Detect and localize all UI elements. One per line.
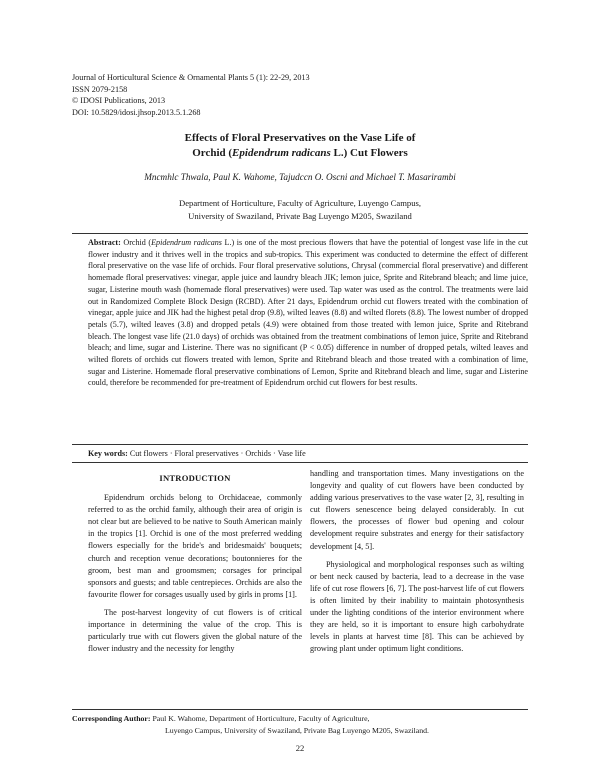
introduction-heading: INTRODUCTION (159, 473, 231, 483)
corresponding-line-2: Luyengo Campus, University of Swaziland, Private Bag Luyengo M205, Swaziland. (165, 725, 429, 735)
journal-citation: Journal of Horticultural Science & Ornamental Plants 5 (1): 22-29, 2013 (72, 73, 310, 82)
paper-title (72, 131, 528, 161)
doi: DOI: 10.5829/idosi.jhsop.2013.5.1.268 (72, 107, 201, 117)
intro-paragraph-2: The post-harvest longevity of cut flowers is of critical importance in determining the value of the crop. This is particularly true with cut flowers given the global nature of the flower industry and the necessity for lengthy (88, 607, 302, 654)
title-species: Epidendrum radicans (232, 147, 331, 159)
abstract-body: L.) is one of the most precious flowers that have the potential of longest vase life in the cut flower industry and it thrives well in the tropics and sub-tropics. This experiment was conducted to determine the effect of different floral preservative on the vase life of orchids. Four floral preservative solutions, Chrysal (commercial floral preservative) and different homemade floral preservatives: vinegar, apple juice and laundry bleach JIK; lemon juice, Sprite and Ritebrand bleach; and lime juice, sugar, Listerine mouth wash (homemade floral preservatives) were used. Tap water was used as the control. The treatments were laid out in Randomized Complete Block Design (RCBD). After 21 days, Epidendrum orchid cut flowers treated with the combination of vinegar, apple juice and JIK had the highest petal drop (9.8), wilted leaves (8.8) and wilted florets (8.8). The lowest number of dropped petals (5.7), wilted leaves (3.8) and dropped petals (4.9) were obtained from those treated with lemon juice, Sprite and Ritebrand bleach. The longest vase life (21.0 days) of orchids was obtained from the treatment combinations of lemon juice, Sprite and Ritebrand bleach; and lime, sugar and Listerine. There was no significant (P < 0.05) difference in number of dropped petals, wilted leaves and wilted florets of orchids cut flowers treated with lemon, Sprite and Ritebrand bleach and those treated with a combination of lime, sugar and Listerine. Homemade floral preservative combinations of Lemon, Sprite and Ritebrand bleach and lime, sugar and Listerine could, therefore be recommended for pre-treatment of Epidendrum orchid cut flowers for best results. (88, 238, 528, 388)
title-prefix: Orchid ( (192, 147, 233, 159)
page-number: 22 (295, 743, 305, 753)
corresponding-details: Paul K. Wahome, Department of Horticulture, Faculty of Agriculture, (150, 714, 370, 723)
title-line-2 (72, 146, 528, 161)
keywords-text: Cut flowers · Floral preservatives · Orchids · Vase life (127, 449, 306, 458)
title-suffix: L.) Cut Flowers (330, 147, 408, 159)
corresponding-author (72, 713, 528, 736)
affiliation (72, 197, 528, 222)
copyright: © IDOSI Publications, 2013 (72, 96, 166, 106)
abstract-label: Abstract: (88, 238, 121, 247)
abstract-top-rule (72, 233, 528, 234)
affiliation-line-1: Department of Horticulture, Faculty of Agriculture, Luyengo Campus, (179, 198, 421, 208)
keywords-label: Key words: (88, 449, 128, 458)
author-list: Mncmhlc Thwala, Paul K. Wahome, Tajudccn O. Oscni and Michael T. Masarirambi (144, 172, 456, 182)
intro-paragraph-3: handling and transportation times. Many investigations on the longevity and quality of cut flowers have been conducted by adding various preservatives to the vase water [2, 3], resulting in cut flowers senescence being delayed considerably. In cut flowers, the processes of flower bud opening and colour development require substrates and energy for their satisfactory development [4, 5]. (310, 469, 524, 551)
right-column (310, 468, 524, 661)
keywords-top-rule (72, 444, 528, 445)
intro-paragraph-4: Physiological and morphological responses such as wilting or bent neck caused by bacteria, lead to a decrease in the vase life of cut rose flowers [6, 7]. The post-harvest life of cut flowers is often limited by their inability to maintain photosynthesis under the lighting conditions of the interior environment where they are held, so it is important to ensure high carbohydrate levels in plants at harvest time [8]. This can be achieved by growing plant under optimum light conditions. (310, 559, 524, 654)
corresponding-line-1 (72, 713, 528, 725)
keywords-bottom-rule (72, 462, 528, 463)
abstract-species: Epidendrum radicans (151, 238, 222, 247)
issn: ISSN 2079-2158 (72, 84, 128, 94)
corresponding-label: Corresponding Author: (72, 714, 151, 723)
keywords (88, 448, 528, 460)
left-column (88, 470, 302, 661)
title-line-1: Effects of Floral Preservatives on the Vase Life of (184, 132, 416, 144)
abstract-pre: Orchid ( (120, 238, 152, 247)
journal-header (72, 72, 310, 118)
footer-rule (72, 709, 528, 710)
abstract (88, 237, 528, 389)
affiliation-line-2: University of Swaziland, Private Bag Luyengo M205, Swaziland (188, 210, 412, 221)
intro-paragraph-1: Epidendrum orchids belong to Orchidaceae, commonly referred to as the orchid family, although their area of origin is not clear but are believed to be native to South American mainly in the tropics [1]. Orchid is one of the most preferred wedding flowers especially for the bride's and bridesmaids' bouquets; church and reception venue decorations; boutonnieres for the groom, best man and groomsmen; corsages for principal sponsors and guests; and table centrepieces. Orchids are also the favourite flower for corsages usually used by girls in proms [1]. (88, 493, 302, 599)
